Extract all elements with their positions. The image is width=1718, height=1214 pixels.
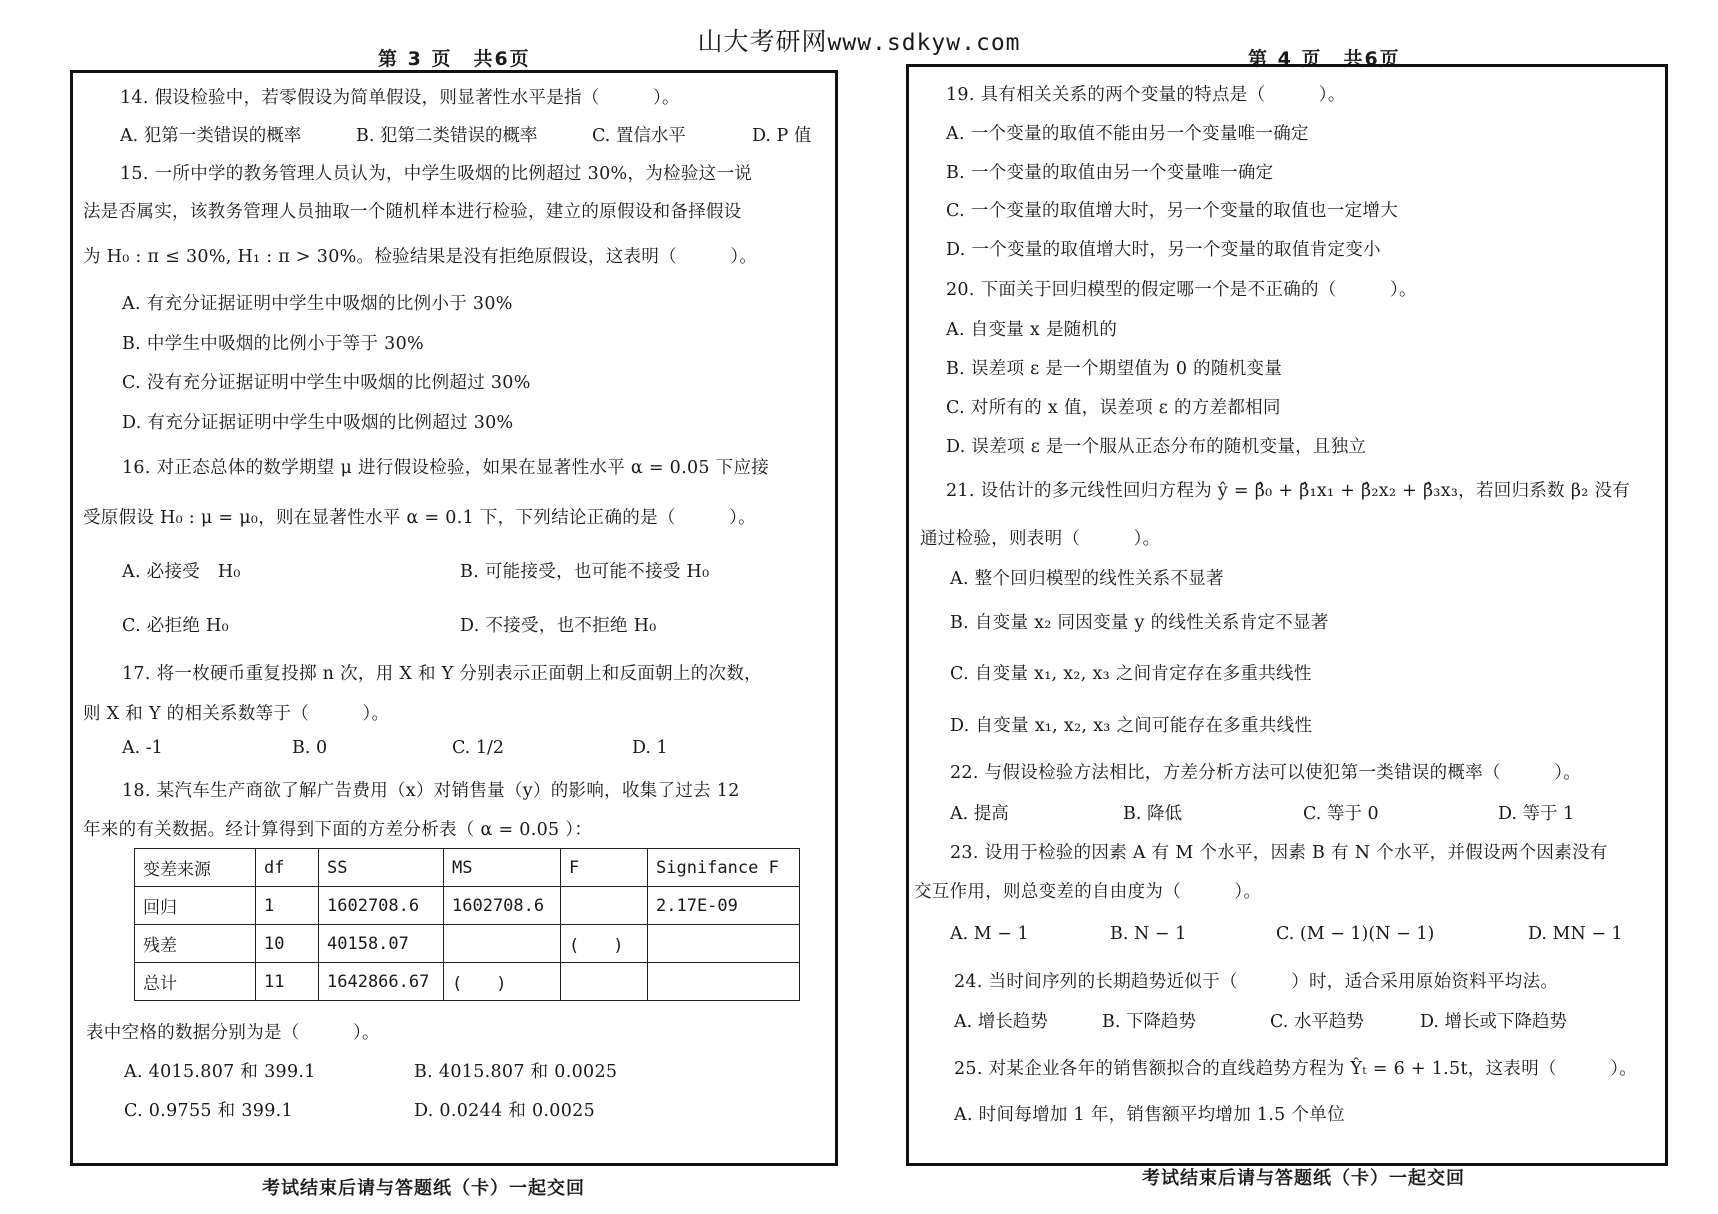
q15-line-3: 为 H₀ : π ≤ 30%, H₁ : π > 30%。检验结果是没有拒绝原假设，这表明（ ）。 <box>83 247 758 267</box>
table-cell: 1602708.6 <box>444 887 561 925</box>
site-name: 山大考研网 <box>697 27 828 56</box>
table-cell <box>561 963 648 1001</box>
q15-option-b: B. 中学生中吸烟的比例小于等于 30% <box>122 334 424 354</box>
q24-option-d: D. 增长或下降趋势 <box>1420 1012 1568 1032</box>
q22-option-a: A. 提高 <box>950 804 1009 824</box>
q16-option-a: A. 必接受 H₀ <box>122 562 241 582</box>
table-header-cell: 变差来源 <box>135 849 256 887</box>
q15-line-1: 15. 一所中学的教务管理人员认为，中学生吸烟的比例超过 30%，为检验这一说 <box>120 164 753 184</box>
q14-stem: 14. 假设检验中，若零假设为简单假设，则显著性水平是指（ ）。 <box>120 88 680 108</box>
table-header-cell: F <box>561 849 648 887</box>
q22-options <box>950 800 1574 825</box>
q24-option-c: C. 水平趋势 <box>1270 1012 1364 1032</box>
q14-option-b: B. 犯第二类错误的概率 <box>356 126 538 146</box>
table-cell: 总计 <box>135 963 256 1001</box>
q20-option-d: D. 误差项 ε 是一个服从正态分布的随机变量，且独立 <box>946 437 1367 457</box>
q17-option-b: B. 0 <box>292 738 328 758</box>
q19-option-a: A. 一个变量的取值不能由另一个变量唯一确定 <box>946 124 1309 144</box>
table-row <box>135 887 800 925</box>
anova-table <box>134 848 800 1001</box>
q23-option-a: A. M − 1 <box>950 924 1029 944</box>
table-row <box>135 925 800 963</box>
q21-option-b: B. 自变量 x₂ 同因变量 y 的线性关系肯定不显著 <box>950 613 1329 633</box>
table-cell <box>648 963 800 1001</box>
q25-stem: 25. 对某企业各年的销售额拟合的直线趋势方程为 Ŷₜ = 6 + 1.5t，这表明（ ）。 <box>954 1059 1638 1079</box>
table-row <box>135 963 800 1001</box>
table-cell: 1 <box>256 887 319 925</box>
q23-line-1: 23. 设用于检验的因素 A 有 M 个水平，因素 B 有 N 个水平，并假设两个因素没有 <box>950 843 1608 863</box>
q17-options <box>122 738 668 758</box>
q22-option-c: C. 等于 0 <box>1303 804 1379 824</box>
table-cell: 2.17E-09 <box>648 887 800 925</box>
left-page-header: 第 3 页 共6页 <box>378 48 531 70</box>
table-cell: 回归 <box>135 887 256 925</box>
site-url: www.sdkyw.com <box>827 30 1021 56</box>
left-page-footer: 考试结束后请与答题纸（卡）一起交回 <box>262 1178 585 1199</box>
q16-option-d: D. 不接受，也不拒绝 H₀ <box>460 616 657 636</box>
table-cell: 1602708.6 <box>319 887 444 925</box>
q23-option-c: C. (M − 1)(N − 1) <box>1276 924 1435 944</box>
q16-line-1: 16. 对正态总体的数学期望 μ 进行假设检验，如果在显著性水平 α = 0.05 下应接 <box>122 458 770 478</box>
q20-option-b: B. 误差项 ε 是一个期望值为 0 的随机变量 <box>946 359 1283 379</box>
table-header-cell: df <box>256 849 319 887</box>
q15-line-2: 法是否属实，该教务管理人员抽取一个随机样本进行检验，建立的原假设和备择假设 <box>83 202 742 222</box>
q17-line-2: 则 X 和 Y 的相关系数等于（ ）。 <box>83 704 390 724</box>
q16-line-2: 受原假设 H₀ : μ = μ₀，则在显著性水平 α = 0.1 下，下列结论正确的是（ ）。 <box>83 508 756 528</box>
q21-line-1: 21. 设估计的多元线性回归方程为 ŷ = β̂₀ + β̂₁x₁ + β̂₂x₂ + β̂₃x₃，若回归系数 β₂ 没有 <box>946 481 1631 501</box>
table-cell <box>444 925 561 963</box>
q21-option-c: C. 自变量 x₁, x₂, x₃ 之间肯定存在多重共线性 <box>950 664 1312 684</box>
q23-line-2: 交互作用，则总变差的自由度为（ ）。 <box>914 882 1262 902</box>
table-cell: ( ) <box>444 963 561 1001</box>
q18-option-a: A. 4015.807 和 399.1 <box>124 1062 316 1082</box>
q18-option-c: C. 0.9755 和 399.1 <box>124 1101 293 1121</box>
right-page-footer: 考试结束后请与答题纸（卡）一起交回 <box>1142 1168 1465 1189</box>
right-page-header: 第 4 页 共6页 <box>1248 48 1401 70</box>
q21-option-d: D. 自变量 x₁, x₂, x₃ 之间可能存在多重共线性 <box>950 716 1313 736</box>
q21-option-a: A. 整个回归模型的线性关系不显著 <box>950 569 1224 589</box>
site-title <box>0 22 1718 58</box>
table-header-cell: MS <box>444 849 561 887</box>
table-header-cell: Signifance F <box>648 849 800 887</box>
q14-option-a: A. 犯第一类错误的概率 <box>120 126 302 146</box>
q15-option-d: D. 有充分证据证明中学生中吸烟的比例超过 30% <box>122 413 514 433</box>
table-cell: ( ) <box>561 925 648 963</box>
table-cell: 11 <box>256 963 319 1001</box>
q23-option-d: D. MN − 1 <box>1528 924 1623 944</box>
q18-line-2: 年来的有关数据。经计算得到下面的方差分析表（ α = 0.05 ）： <box>83 820 593 840</box>
q22-option-d: D. 等于 1 <box>1498 804 1575 824</box>
q19-option-d: D. 一个变量的取值增大时，另一个变量的取值肯定变小 <box>946 240 1381 260</box>
table-cell: 1642866.67 <box>319 963 444 1001</box>
q23-options <box>950 924 1623 944</box>
table-cell <box>561 887 648 925</box>
q24-options <box>954 1008 1567 1033</box>
q19-option-c: C. 一个变量的取值增大时，另一个变量的取值也一定增大 <box>946 201 1398 221</box>
q23-option-b: B. N − 1 <box>1110 924 1187 944</box>
table-cell: 40158.07 <box>319 925 444 963</box>
q25-option-a: A. 时间每增加 1 年，销售额平均增加 1.5 个单位 <box>954 1105 1345 1125</box>
q15-option-c: C. 没有充分证据证明中学生中吸烟的比例超过 30% <box>122 373 531 393</box>
q16-option-c: C. 必拒绝 H₀ <box>122 616 229 636</box>
q21-line-2: 通过检验，则表明（ ）。 <box>920 529 1161 549</box>
table-cell: 残差 <box>135 925 256 963</box>
q24-stem: 24. 当时间序列的长期趋势近似于（ ）时，适合采用原始资料平均法。 <box>954 972 1559 992</box>
table-header-cell: SS <box>319 849 444 887</box>
q20-option-a: A. 自变量 x 是随机的 <box>946 320 1118 340</box>
q17-option-a: A. -1 <box>122 738 163 758</box>
q24-option-b: B. 下降趋势 <box>1102 1012 1196 1032</box>
q20-option-c: C. 对所有的 x 值，误差项 ε 的方差都相同 <box>946 398 1281 418</box>
q17-line-1: 17. 将一枚硬币重复投掷 n 次，用 X 和 Y 分别表示正面朝上和反面朝上的次数， <box>122 664 762 684</box>
q16-option-b: B. 可能接受，也可能不接受 H₀ <box>460 562 710 582</box>
q14-option-c: C. 置信水平 <box>592 126 686 146</box>
q18-line-3: 表中空格的数据分别为是（ ）。 <box>86 1023 380 1043</box>
q20-stem: 20. 下面关于回归模型的假定哪一个是不正确的（ ）。 <box>946 280 1417 300</box>
table-header-row <box>135 849 800 887</box>
q17-option-c: C. 1/2 <box>452 738 505 758</box>
q18-line-1: 18. 某汽车生产商欲了解广告费用（x）对销售量（y）的影响，收集了过去 12 <box>122 781 740 801</box>
q14-option-d: D. P 值 <box>752 126 812 146</box>
q17-option-d: D. 1 <box>632 738 668 758</box>
q15-option-a: A. 有充分证据证明中学生中吸烟的比例小于 30% <box>122 294 513 314</box>
q22-stem: 22. 与假设检验方法相比，方差分析方法可以使犯第一类错误的概率（ ）。 <box>950 763 1582 783</box>
q22-option-b: B. 降低 <box>1123 804 1182 824</box>
q18-option-d: D. 0.0244 和 0.0025 <box>414 1101 596 1121</box>
q19-stem: 19. 具有相关关系的两个变量的特点是（ ）。 <box>946 85 1346 105</box>
table-cell <box>648 925 800 963</box>
q18-option-b: B. 4015.807 和 0.0025 <box>414 1062 618 1082</box>
q19-option-b: B. 一个变量的取值由另一个变量唯一确定 <box>946 163 1274 183</box>
table-cell: 10 <box>256 925 319 963</box>
q14-options <box>120 122 811 147</box>
q24-option-a: A. 增长趋势 <box>954 1012 1048 1032</box>
